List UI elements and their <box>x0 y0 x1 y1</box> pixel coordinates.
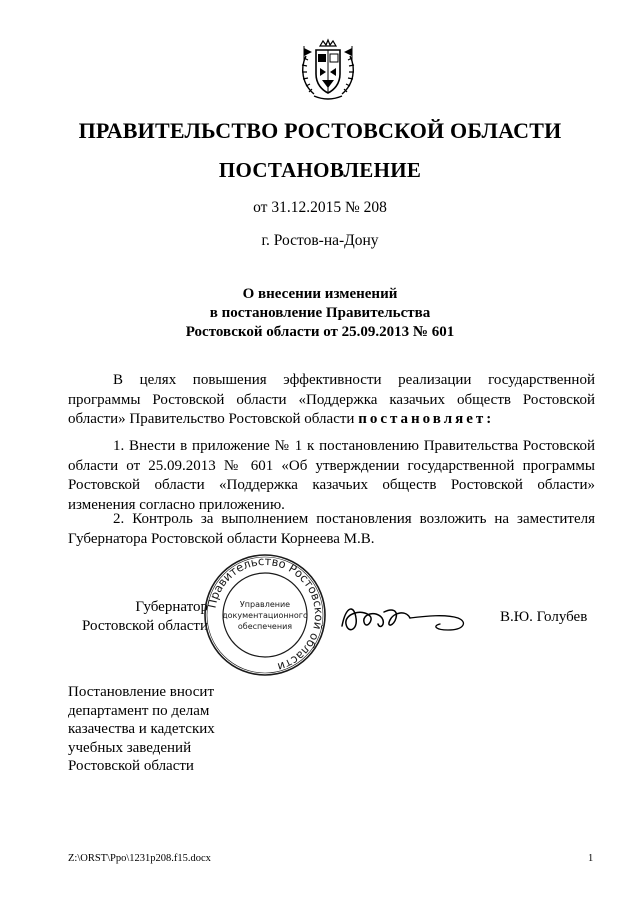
signatory-title-line: Ростовской области <box>82 618 208 634</box>
coat-of-arms-icon <box>296 38 360 102</box>
stamp-inner-line: Управление <box>239 600 291 609</box>
signatory-name: В.Ю. Голубев <box>500 609 588 625</box>
stamp-inner-line: документационного <box>222 611 308 620</box>
submitting-department-note <box>68 683 248 776</box>
government-title: ПРАВИТЕЛЬСТВО РОСТОВСКОЙ ОБЛАСТИ <box>78 118 562 143</box>
resolution-item-2: 2. Контроль за выполнением постановления возложить на заместителя Губернатора Ростовской области Корнеева М.В. <box>68 511 595 547</box>
note-line: Ростовской области <box>68 758 194 774</box>
stamp-outer-text: Правительство Ростовской области <box>204 553 327 675</box>
document-date-number: от 31.12.2015 № 208 <box>253 199 387 216</box>
signatory-title <box>68 598 208 636</box>
resolution-item-1: 1. Внести в приложение № 1 к постановлению Правительства Ростовской области от 25.09.2013 № 601 «Об утверждении государственной программы Ростовской области «Поддержка казачьих обществ Ростовской области» изменения согласно приложению. <box>68 438 595 513</box>
note-line: департамент по делам <box>68 702 210 719</box>
subject-line: О внесении изменений <box>242 286 398 302</box>
document-type: ПОСТАНОВЛЕНИЕ <box>218 158 422 182</box>
subject-line: в постановление Правительства <box>209 305 431 321</box>
document-city: г. Ростов-на-Дону <box>261 232 379 249</box>
document-subject <box>0 285 640 342</box>
official-stamp <box>202 552 328 678</box>
subject-line: Ростовской области от 25.09.2013 № 601 <box>185 324 455 340</box>
signatory-title-line: Губернатор <box>135 599 208 615</box>
intro-text: В целях повышения эффективности реализации государственной программы Ростовской области «Поддержка казачьих обществ Ростовской области» Правительство Ростовской области <box>68 372 595 427</box>
note-line: Постановление вносит <box>68 684 215 700</box>
resolves-word: постановляет: <box>358 411 495 427</box>
intro-paragraph <box>68 371 595 430</box>
stamp-inner-line: обеспечения <box>237 622 293 631</box>
note-line: учебных заведений <box>68 739 192 756</box>
note-line: казачества и кадетских <box>68 721 215 737</box>
file-path: Z:\ORST\Ppo\1231p208.f15.docx <box>68 853 211 864</box>
handwritten-signature <box>336 596 476 640</box>
page-number: 1 <box>588 853 594 864</box>
